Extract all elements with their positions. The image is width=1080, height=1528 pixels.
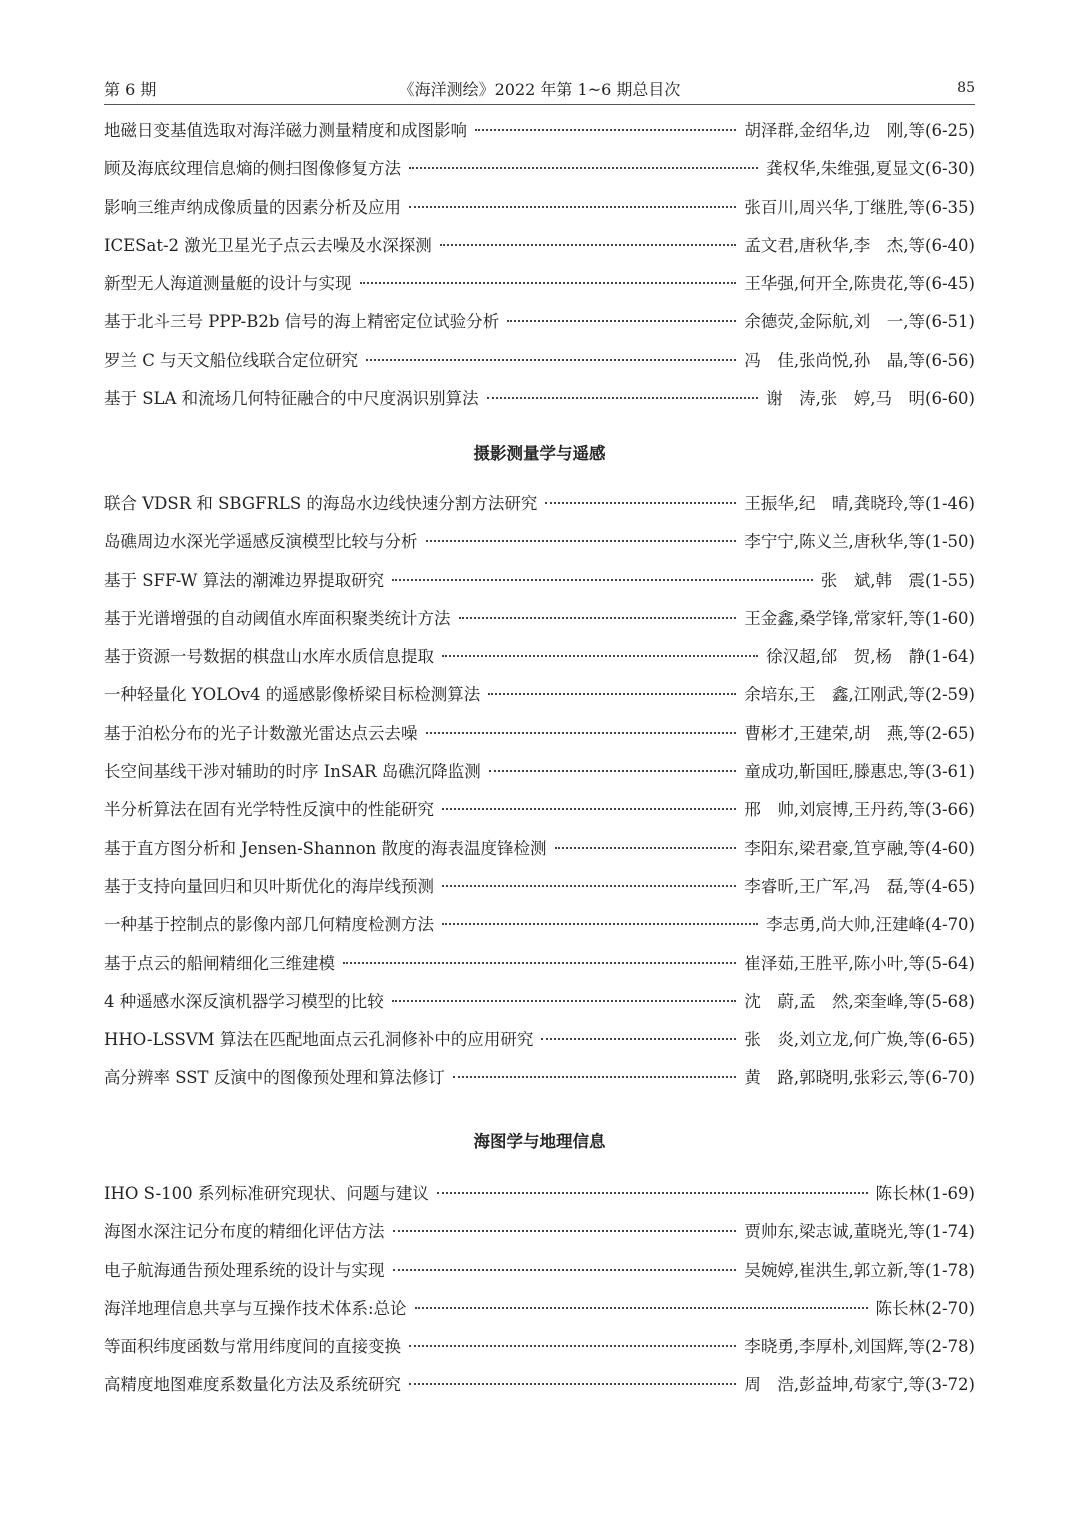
entry-authors-page: 谢 涛,张 婷,马 明(6-60) [766,389,975,409]
entry-authors-page: 童成功,靳国旺,滕惠忠,等(3-61) [744,762,975,782]
entry-authors-page: 邢 帅,刘宸博,王丹药,等(3-66) [744,800,975,820]
dot-leader [426,540,737,542]
entry-title: 高分辨率 SST 反演中的图像预处理和算法修订 [104,1068,445,1088]
toc-entry [104,1064,975,1102]
entry-title: 基于北斗三号 PPP-B2b 信号的海上精密定位试验分析 [104,312,500,332]
entry-authors-page: 胡泽群,金绍华,边 刚,等(6-25) [744,121,975,140]
entry-authors-page: 王华强,何开全,陈贵花,等(6-45) [744,274,975,294]
entry-title: 等面积纬度函数与常用纬度间的直接变换 [104,1337,401,1357]
dot-leader [442,885,736,887]
entry-title: 基于点云的船闸精细化三维建模 [104,953,335,973]
dot-leader [393,1269,737,1271]
entry-authors-page: 李阳东,梁君豪,笪亨融,等(4-60) [744,838,975,858]
entry-authors-page: 吴婉婷,崔洪生,郭立新,等(1-78) [744,1260,975,1280]
toc-entry [104,232,975,270]
entry-authors-page: 孟文君,唐秋华,李 杰,等(6-40) [744,235,975,255]
issue-label: 第 6 期 [104,79,157,99]
toc-entry [104,950,975,988]
entry-title: HHO-LSSVM 算法在匹配地面点云孔洞修补中的应用研究 [104,1030,534,1050]
toc-entry [104,681,975,719]
dot-leader [343,962,736,964]
entry-authors-page: 余德荧,金际航,刘 一,等(6-51) [744,312,975,332]
entry-title: 一种轻量化 YOLOv4 的遥感影像桥梁目标检测算法 [104,685,481,705]
toc-entry [104,385,975,423]
page-header [104,74,975,105]
dot-leader [409,167,758,169]
toc-entry [104,347,975,385]
entry-title: 海图水深注记分布度的精细化评估方法 [104,1222,385,1242]
toc-entry [104,988,975,1026]
section-heading: 摄影测量学与遥感 [473,444,606,463]
toc-entry [104,835,975,873]
dot-leader [442,923,758,925]
entry-authors-page: 徐汉超,邰 贺,杨 静(1-64) [766,647,975,667]
entry-authors-page: 周 浩,彭益坤,苟家宁,等(3-72) [744,1375,975,1395]
entry-title: 影响三维声纳成像质量的因素分析及应用 [104,197,401,217]
entry-title: IHO S-100 系列标准研究现状、问题与建议 [104,1184,429,1203]
dot-leader [489,770,737,772]
entry-title: 基于 SFF-W 算法的潮滩边界提取研究 [104,570,385,590]
dot-leader [555,847,737,849]
entry-authors-page: 沈 蔚,孟 然,栾奎峰,等(5-68) [744,991,975,1011]
dot-leader [453,1076,737,1078]
dot-leader [360,282,737,284]
dot-leader [415,1307,868,1309]
toc-entry [104,490,975,528]
entry-authors-page: 王金鑫,桑学锋,常家轩,等(1-60) [744,608,975,628]
entry-title: 顾及海底纹理信息熵的侧扫图像修复方法 [104,159,401,179]
entry-title: 基于支持向量回归和贝叶斯优化的海岸线预测 [104,876,434,896]
toc-entry [104,155,975,193]
toc-entry [104,758,975,796]
entry-title: 长空间基线干涉对辅助的时序 InSAR 岛礁沉降监测 [104,762,481,782]
entry-authors-page: 李宁宁,陈义兰,唐秋华,等(1-50) [744,532,975,552]
dot-leader [409,1383,736,1385]
dot-leader [442,808,736,810]
dot-leader [507,320,736,322]
section-heading: 海图学与地理信息 [473,1132,606,1151]
entry-title: 基于 SLA 和流场几何特征融合的中尺度涡识别算法 [104,389,479,409]
entry-title: 岛礁周边水深光学遥感反演模型比较与分析 [104,532,418,552]
toc-entry [104,1295,975,1333]
dot-leader [442,655,758,657]
entry-title: 地磁日变基值选取对海洋磁力测量精度和成图影响 [104,121,467,140]
toc-group-cartography [104,1180,975,1410]
entry-title: 基于直方图分析和 Jensen-Shannon 散度的海表温度锋检测 [104,838,547,858]
dot-leader [459,617,737,619]
toc-entry [104,720,975,758]
toc-entry [104,194,975,232]
entry-title: 基于资源一号数据的棋盘山水库水质信息提取 [104,647,434,667]
dot-leader [541,1038,736,1040]
toc-entry [104,796,975,834]
toc-entry [104,873,975,911]
running-title: 《海洋测绘》2022 年第 1~6 期总目次 [398,79,681,99]
entry-authors-page: 张 炎,刘立龙,何广焕,等(6-65) [744,1030,975,1050]
entry-authors-page: 黄 路,郭晓明,张彩云,等(6-70) [744,1068,975,1088]
page-number: 85 [957,80,975,96]
entry-authors-page: 余培东,王 鑫,江刚武,等(2-59) [744,685,975,705]
entry-title: 联合 VDSR 和 SBGFRLS 的海岛水边线快速分割方法研究 [104,494,538,513]
dot-leader [393,1230,737,1232]
toc-group-photogrammetry [104,490,975,1103]
entry-authors-page: 贾帅东,梁志诚,董晓光,等(1-74) [744,1222,975,1242]
toc-entry [104,1218,975,1256]
dot-leader [437,1192,868,1194]
toc-entry [104,1333,975,1371]
dot-leader [545,502,736,504]
toc-entry [104,911,975,949]
entry-authors-page: 王振华,纪 晴,龚晓玲,等(1-46) [744,494,975,513]
toc-entry [104,270,975,308]
dot-leader [475,129,736,131]
toc-entry [104,1180,975,1218]
entry-authors-page: 张百川,周兴华,丁继胜,等(6-35) [744,197,975,217]
entry-authors-page: 陈长林(1-69) [875,1184,975,1203]
dot-leader [488,693,736,695]
entry-authors-page: 李睿昕,王广军,冯 磊,等(4-65) [744,876,975,896]
entry-title: ICESat-2 激光卫星光子点云去噪及水深探测 [104,235,432,255]
entry-title: 4 种遥感水深反演机器学习模型的比较 [104,991,384,1011]
entry-title: 电子航海通告预处理系统的设计与实现 [104,1260,385,1280]
entry-title: 海洋地理信息共享与互操作技术体系:总论 [104,1298,407,1318]
toc-entry [104,1371,975,1409]
entry-authors-page: 张 斌,韩 震(1-55) [820,570,975,590]
toc-entry [104,1257,975,1295]
entry-authors-page: 李志勇,尚大帅,汪建峰(4-70) [766,915,975,935]
entry-title: 新型无人海道测量艇的设计与实现 [104,274,352,294]
entry-authors-page: 冯 佳,张尚悦,孙 晶,等(6-56) [744,350,975,370]
dot-leader [426,732,737,734]
toc-entry [104,117,975,155]
entry-authors-page: 崔泽茹,王胜平,陈小叶,等(5-64) [744,953,975,973]
toc-entry [104,605,975,643]
dot-leader [392,1000,737,1002]
dot-leader [440,244,737,246]
dot-leader [366,359,736,361]
entry-authors-page: 曹彬才,王建荣,胡 燕,等(2-65) [744,723,975,743]
dot-leader [487,397,758,399]
toc-entry [104,567,975,605]
entry-authors-page: 李晓勇,李厚朴,刘国辉,等(2-78) [744,1337,975,1357]
toc-entry [104,308,975,346]
dot-leader [409,206,736,208]
dot-leader [409,1345,736,1347]
entry-title: 一种基于控制点的影像内部几何精度检测方法 [104,915,434,935]
toc-entry [104,1026,975,1064]
entry-title: 基于泊松分布的光子计数激光雷达点云去噪 [104,723,418,743]
dot-leader [392,579,813,581]
entry-title: 高精度地图难度系数量化方法及系统研究 [104,1375,401,1395]
entry-authors-page: 龚权华,朱维强,夏显文(6-30) [766,159,975,179]
toc-entry [104,528,975,566]
toc-group-ocean-surveying [104,117,975,423]
entry-authors-page: 陈长林(2-70) [875,1298,975,1318]
entry-title: 罗兰 C 与天文船位线联合定位研究 [104,350,359,370]
toc-entry [104,643,975,681]
entry-title: 基于光谱增强的自动阈值水库面积聚类统计方法 [104,608,451,628]
entry-title: 半分析算法在固有光学特性反演中的性能研究 [104,800,434,820]
